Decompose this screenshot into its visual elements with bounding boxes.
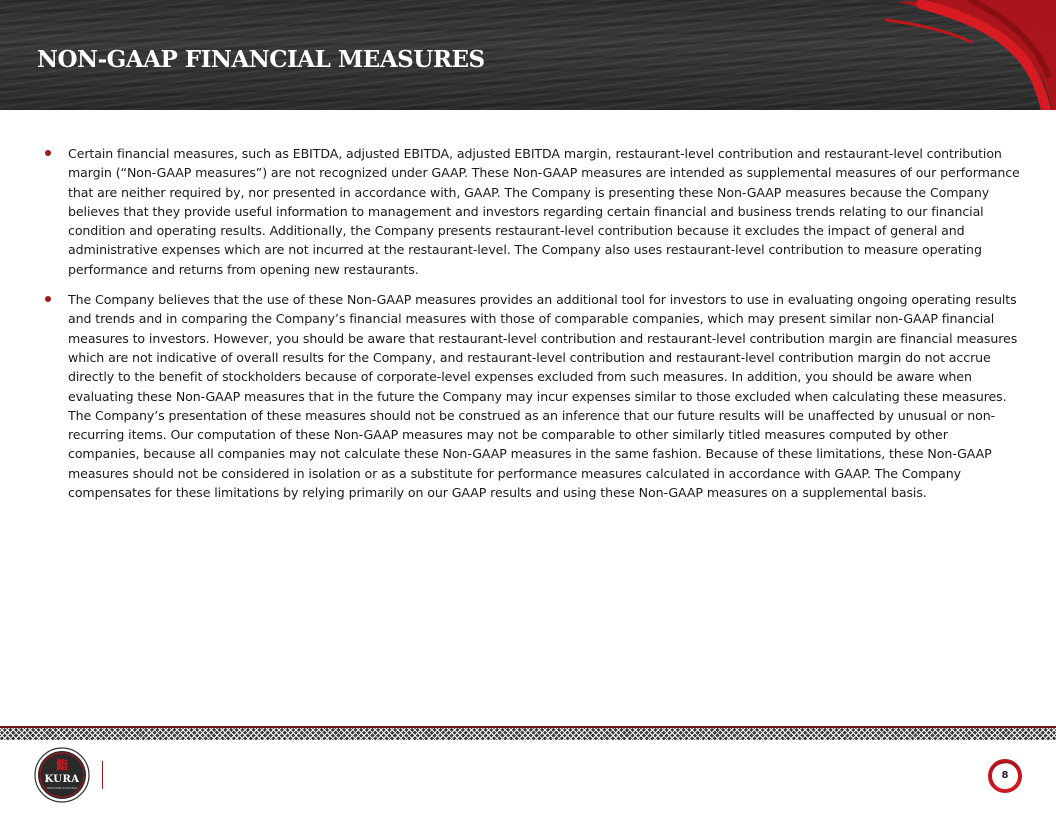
logo-divider: [102, 761, 103, 789]
logo-text: KURA: [44, 774, 80, 785]
red-dot-icon: [45, 150, 51, 156]
brush-stroke-icon: [876, 0, 1056, 110]
logo-kanji: 鮨: [55, 758, 69, 772]
page-number: 8: [1001, 770, 1009, 781]
bullet-text: Certain financial measures, such as EBITDA, adjusted EBITDA, adjusted EBITDA margin, restaurant-level contribution and restaurant-level contribution margin (“Non-GAAP measures”) are not recognized under GAAP. These Non-GAAP measures are intended as supplemental measures of our performance that are neither required by, nor presented in accordance with, GAAP. The Company is presenting these Non-GAAP measures because the Company believes that they provide useful information to management and investors regarding certain financial and business trends relating to our financial condition and operating results. Additionally, the Company presents restaurant-level contribution because it excludes the impact of general and administrative expenses which are not incurred at the restaurant-level. The Company also uses restaurant-level contribution to measure operating performance and returns from opening new restaurants.: [68, 146, 1020, 277]
content-area: [44, 144, 1022, 513]
red-dot-icon: [45, 296, 51, 302]
header-banner: [0, 0, 1056, 110]
logo-subtitle: REVOLVING SUSHI BAR: [47, 787, 77, 790]
footer-pattern-band: [0, 726, 1056, 740]
bullet-text: The Company believes that the use of these Non-GAAP measures provides an additional tool for investors to use in evaluating ongoing operating results and trends and in comparing the Company’s financial measures with those of comparable companies, which may present similar non-GAAP financial measures to investors. However, you should be aware that restaurant-level contribution and restaurant-level contribution margin are financial measures which are not indicative of overall results for the Company, and restaurant-level contribution and restaurant-level contribution margin do not accrue directly to the benefit of stockholders because of corporate-level expenses excluded from such measures. In addition, you should be aware when evaluating these Non-GAAP measures that in the future the Company may incur expenses similar to those excluded when calculating these measures. The Company’s presentation of these measures should not be construed as an inference that our future results will be unaffected by unusual or non-recurring items. Our computation of these Non-GAAP measures may not be comparable to other similarly titled measures computed by other companies, because all companies may not calculate these Non-GAAP measures in the same fashion. Because of these limitations, these Non-GAAP measures should not be considered in isolation or as a substitute for performance measures calculated in accordance with GAAP. The Company compensates for these limitations by relying primarily on our GAAP results and using these Non-GAAP measures on a supplemental basis.: [68, 292, 1018, 501]
bullet-item: [44, 290, 1022, 502]
bullet-item: [44, 144, 1022, 279]
page-title: NON-GAAP FINANCIAL MEASURES: [37, 46, 485, 73]
kura-logo: [34, 747, 90, 803]
bullet-list: [44, 144, 1022, 502]
